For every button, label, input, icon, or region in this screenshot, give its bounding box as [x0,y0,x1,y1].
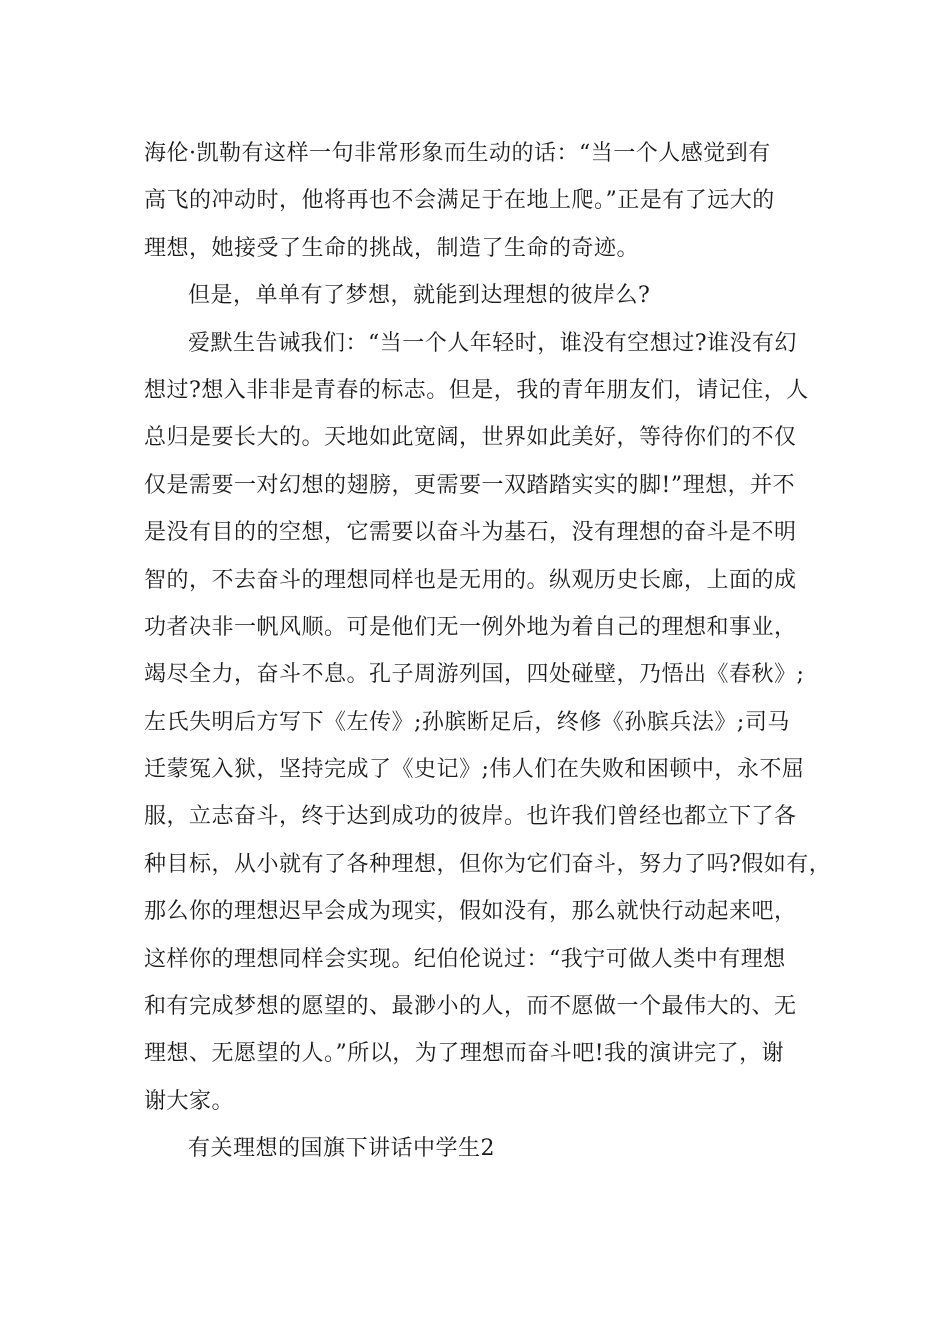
text-line: 有关理想的国旗下讲话中学生2 [188,1136,495,1162]
text-line: 理想、无愿望的人。”所以，为了理想而奋斗吧!我的演讲完了，谢 [144,1041,785,1067]
text-line: 是没有目的的空想，它需要以奋斗为基石，没有理想的奋斗是不明 [144,520,797,546]
text-line: 但是，单单有了梦想，就能到达理想的彼岸么? [188,283,651,309]
text-line: 服，立志奋斗，终于达到成功的彼岸。也许我们曾经也都立下了各 [144,804,797,830]
text-line: 这样你的理想同样会实现。纪伯伦说过：“我宁可做人类中有理想 [144,946,786,972]
paragraph [144,130,824,272]
text-line: 种目标，从小就有了各种理想，但你为它们奋斗，努力了吗?假如有， [144,851,832,877]
document-body [144,130,832,1173]
paragraph [144,1125,824,1172]
text-line: 那么你的理想迟早会成为现实，假如没有，那么就快行动起来吧， [144,899,797,925]
text-line: 高飞的冲动时，他将再也不会满足于在地上爬。”正是有了远大的 [144,188,775,214]
text-line: 竭尽全力，奋斗不息。孔子周游列国，四处碰壁，乃悟出《春秋》; [144,662,805,688]
text-line: 和有完成梦想的愿望的、最渺小的人，而不愿做一个最伟大的、无 [144,994,797,1020]
paragraph [144,320,832,1126]
text-line: 智的，不去奋斗的理想同样也是无用的。纵观历史长廊，上面的成 [144,567,797,593]
text-line: 迁蒙冤入狱，坚持完成了《史记》;伟人们在失败和困顿中，永不屈 [144,757,805,783]
text-line: 海伦·凯勒有这样一句非常形象而生动的话：“当一个人感觉到有 [144,141,771,166]
text-line: 理想，她接受了生命的挑战，制造了生命的奇迹。 [144,235,640,261]
text-line: 总归是要长大的。天地如此宽阔，世界如此美好，等待你们的不仅 [144,425,797,451]
text-line: 谢大家。 [144,1088,235,1114]
paragraph [144,272,824,319]
text-line: 左氏失明后方写下《左传》;孙膑断足后，终修《孙膑兵法》;司马 [144,709,790,735]
text-line: 想过?想入非非是青春的标志。但是，我的青年朋友们，请记住，人 [144,377,809,403]
text-line: 爱默生告诫我们：“当一个人年轻时，谁没有空想过?谁没有幻 [188,330,798,356]
text-line: 仅是需要一对幻想的翅膀，更需要一双踏踏实实的脚!”理想，并不 [144,472,796,498]
text-line: 功者决非一帆风顺。可是他们无一例外地为着自己的理想和事业， [144,614,797,640]
